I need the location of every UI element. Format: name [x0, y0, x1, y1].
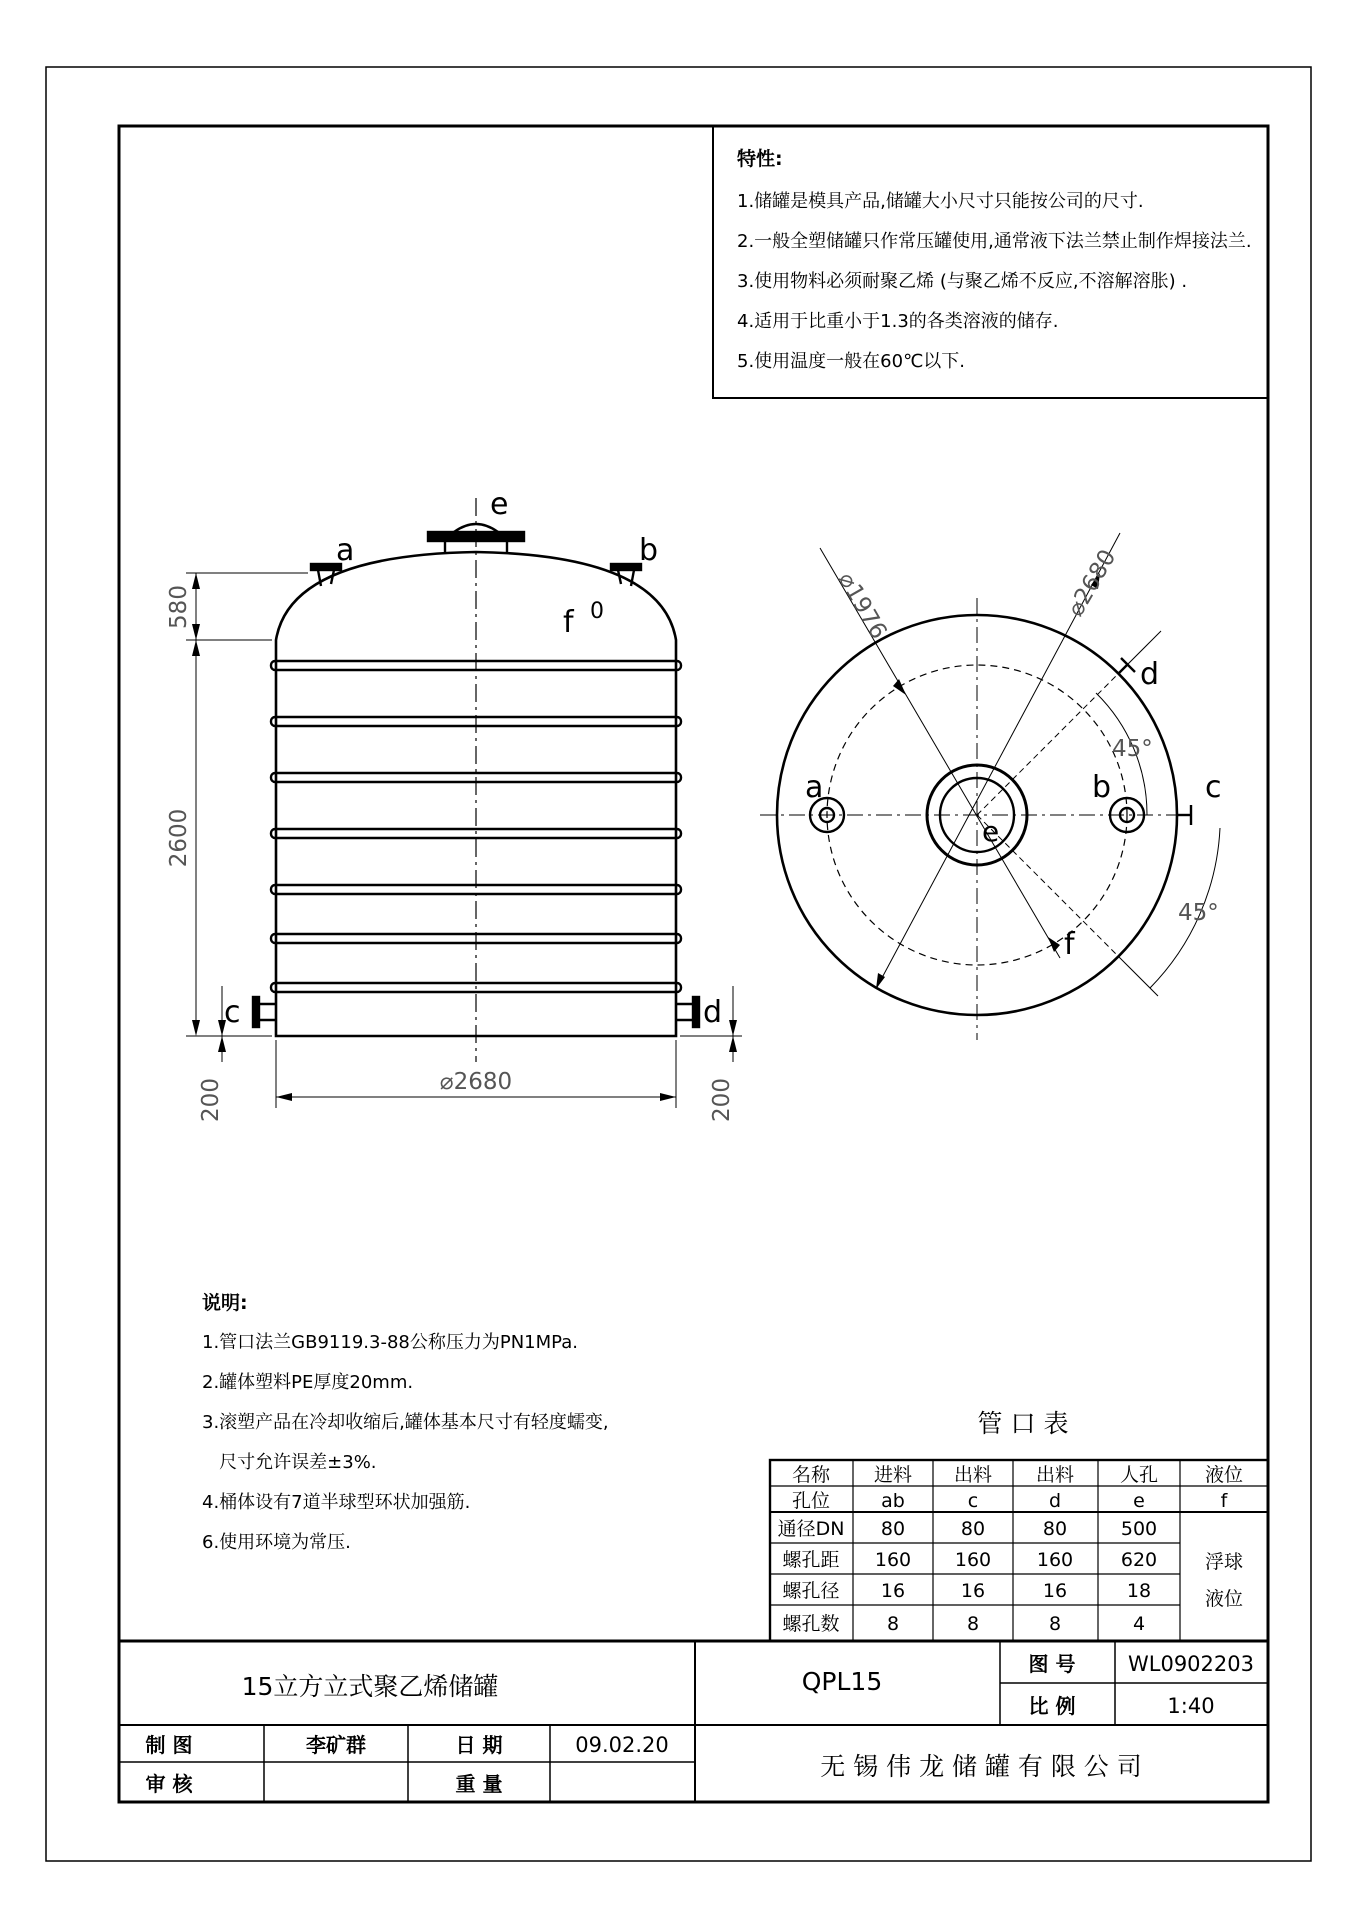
table-cell: 80: [880, 1518, 906, 1540]
front-label-c: c: [224, 995, 241, 1030]
table-cell: 螺孔距: [782, 1549, 840, 1571]
front-label-f: f: [563, 605, 574, 640]
date-value: 09.02.20: [575, 1733, 669, 1757]
features-item: 1.储罐是模具产品,储罐大小尺寸只能按公司的尺寸.: [737, 191, 1144, 212]
nozzle-c: [253, 997, 276, 1027]
dim-left-base: 200: [198, 1078, 224, 1122]
table-cell: 16: [880, 1580, 906, 1602]
dim-diameter: ⌀2680: [439, 1069, 513, 1095]
plan-nozzle-c: [1177, 805, 1191, 825]
product-name: 15立方立式聚乙烯储罐: [241, 1672, 499, 1701]
plan-view: [760, 533, 1220, 1040]
notes-heading: 说明:: [202, 1292, 248, 1314]
table-cell: 160: [954, 1549, 992, 1571]
table-cell: 8: [966, 1613, 980, 1635]
drawing-number: WL0902203: [1128, 1652, 1254, 1676]
plan-label-f: f: [1064, 927, 1075, 962]
notes-item: 4.桶体设有7道半球型环状加强筋.: [202, 1492, 471, 1513]
table-header-cell: 出料: [1035, 1464, 1075, 1486]
manhole-e: [428, 524, 524, 554]
table-cell: 80: [960, 1518, 986, 1540]
date-label: 日 期: [455, 1733, 503, 1757]
table-cell: 160: [874, 1549, 912, 1571]
notes-item: 2.罐体塑料PE厚度20mm.: [202, 1372, 414, 1393]
drawn-label: 制 图: [145, 1733, 193, 1757]
table-header-cell: 人孔: [1119, 1464, 1159, 1486]
title-block: [119, 1641, 1268, 1802]
nozzle-d: [676, 997, 699, 1027]
plan-label-a: a: [805, 770, 824, 805]
dim-bolt-circle: ⌀1976: [832, 568, 892, 644]
front-label-f-mark: 0: [590, 599, 604, 624]
features-heading: 特性:: [737, 148, 783, 170]
table-cell: 16: [960, 1580, 986, 1602]
features-box: [713, 126, 1268, 398]
features-item: 5.使用温度一般在60℃以下.: [737, 351, 966, 372]
nozzle-table-row: [778, 1518, 1158, 1540]
drawn-by: 李矿群: [306, 1733, 366, 1757]
table-cell: d: [1048, 1490, 1062, 1512]
nozzle-table-row: [782, 1613, 1145, 1635]
table-cell: f: [1220, 1490, 1228, 1512]
level-gauge-label: 液位: [1204, 1588, 1244, 1610]
company-name: 无 锡 伟 龙 储 罐 有 限 公 司: [820, 1752, 1142, 1781]
plan-label-c: c: [1205, 770, 1222, 805]
table-cell: 18: [1126, 1580, 1152, 1602]
notes-block: [202, 1283, 722, 1563]
table-header-cell: 名称: [791, 1464, 831, 1486]
model-number: QPL15: [801, 1667, 883, 1696]
front-dimension-lines: [186, 573, 742, 1108]
sheet-border: [46, 67, 1311, 1861]
table-cell: c: [967, 1490, 979, 1512]
features-item: 2.一般全塑储罐只作常压罐使用,通常液下法兰禁止制作焊接法兰.: [737, 231, 1252, 252]
table-cell: 通径DN: [777, 1518, 845, 1540]
table-cell: 8: [886, 1613, 900, 1635]
nozzle-table-grid: [770, 1460, 1268, 1641]
features-item: 3.使用物料必须耐聚乙烯 (与聚乙烯不反应,不溶解溶胀) .: [737, 271, 1188, 292]
dim-body-height: 2600: [166, 808, 192, 868]
review-label: 审 核: [145, 1772, 193, 1796]
plan-label-e: e: [982, 815, 1000, 848]
table-cell: 4: [1132, 1613, 1146, 1635]
table-cell: 620: [1120, 1549, 1158, 1571]
table-cell: 80: [1042, 1518, 1068, 1540]
table-cell: e: [1133, 1490, 1145, 1512]
dim-right-base: 200: [709, 1078, 735, 1122]
table-cell: 500: [1120, 1518, 1158, 1540]
nozzle-table-header: [792, 1464, 1243, 1486]
dim-outer-diameter: ⌀2680: [1062, 545, 1122, 621]
table-cell: ab: [881, 1490, 905, 1512]
table-header-cell: 液位: [1204, 1464, 1244, 1486]
nozzle-table-row: [782, 1580, 1151, 1602]
table-cell: 8: [1048, 1613, 1062, 1635]
nozzle-table-row: [782, 1549, 1157, 1571]
notes-item: 6.使用环境为常压.: [202, 1532, 351, 1553]
plan-dimension-lines: [820, 533, 1220, 996]
drawing-no-label: 图 号: [1028, 1652, 1076, 1676]
notes-item: 3.滚塑产品在冷却收缩后,罐体基本尺寸有轻度蠕变,: [202, 1412, 609, 1433]
scale-value: 1:40: [1167, 1694, 1215, 1718]
notes-item: 尺寸允许误差±3%.: [202, 1452, 377, 1473]
front-label-e: e: [490, 487, 509, 522]
table-header-cell: 出料: [953, 1464, 993, 1486]
dim-angle-upper: 45°: [1112, 736, 1153, 762]
table-cell: 160: [1036, 1549, 1074, 1571]
dim-angle-lower: 45°: [1178, 900, 1219, 926]
plan-label-b: b: [1092, 770, 1112, 805]
table-cell: 16: [1042, 1580, 1068, 1602]
notes-item: 1.管口法兰GB9119.3-88公称压力为PN1MPa.: [202, 1332, 578, 1353]
dim-top-height: 580: [166, 585, 192, 629]
front-label-d: d: [703, 995, 723, 1030]
table-cell: 孔位: [791, 1490, 831, 1512]
table-cell: 螺孔数: [782, 1613, 840, 1635]
features-item: 4.适用于比重小于1.3的各类溶液的储存.: [737, 311, 1059, 332]
table-cell: 螺孔径: [782, 1580, 840, 1602]
weight-label: 重 量: [455, 1772, 503, 1796]
nozzle-table-title: 管 口 表: [977, 1409, 1069, 1438]
nozzle-table: [770, 1460, 1268, 1641]
front-view: [186, 498, 742, 1108]
scale-label: 比 例: [1028, 1694, 1076, 1718]
level-gauge-label: 浮球: [1204, 1551, 1244, 1573]
front-label-b: b: [639, 533, 659, 568]
plan-label-d: d: [1140, 657, 1160, 692]
nozzle-table-row: [792, 1490, 1229, 1512]
table-header-cell: 进料: [873, 1464, 913, 1486]
front-label-a: a: [336, 533, 355, 568]
reinforcement-rings: [271, 661, 681, 992]
